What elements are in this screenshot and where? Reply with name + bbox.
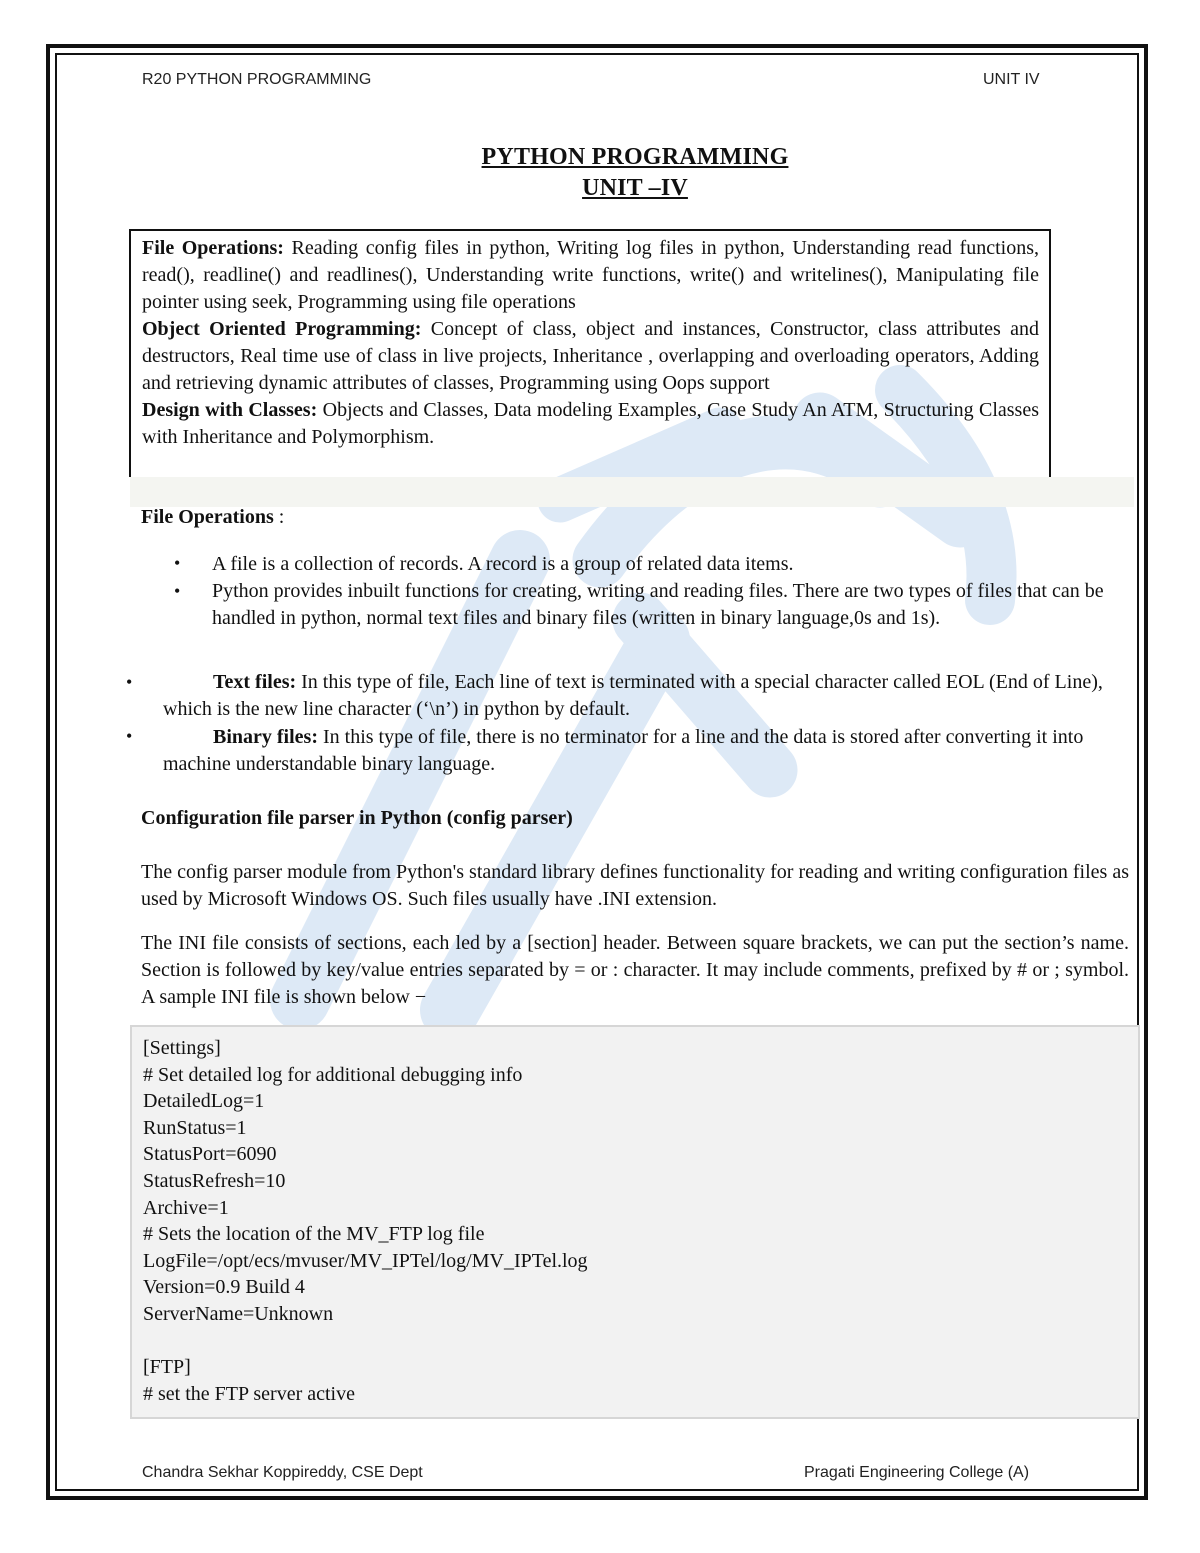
config-paragraph-2: The INI file consists of sections, each led by a [section] header. Between square brackets, we can put the section’s name. Section is followed by key/value entries separated by = or : character. It may include comments, prefixed by # or ; symbol. A sample INI file is shown below − bbox=[141, 932, 1129, 1008]
bullet-icon: • bbox=[174, 553, 181, 573]
syllabus-design-classes: Design with Classes: Objects and Classes, Data modeling Examples, Case Study An ATM, Structuring Classes with Inheritance and Polymorphism. bbox=[142, 399, 1040, 448]
code-line: LogFile=/opt/ecs/mvuser/MV_IPTel/log/MV_IPTel.log bbox=[143, 1249, 588, 1272]
code-line: StatusPort=6090 bbox=[143, 1143, 277, 1166]
config-paragraph-1: The config parser module from Python's standard library defines functionality for reading and writing configuration files as used by Microsoft Windows OS. Such files usually have .INI extension. bbox=[141, 861, 1129, 910]
code-line: StatusRefresh=10 bbox=[143, 1169, 286, 1192]
code-line: Archive=1 bbox=[143, 1196, 229, 1219]
code-line: [Settings] bbox=[143, 1037, 221, 1059]
code-line: DetailedLog=1 bbox=[143, 1090, 265, 1113]
bullet-icon: • bbox=[174, 581, 181, 601]
header-course: R20 PYTHON PROGRAMMING bbox=[142, 71, 372, 88]
footer-college: Pragati Engineering College (A) bbox=[804, 1464, 1030, 1481]
bullet-item: A file is a collection of records. A record is a group of related data items. bbox=[212, 553, 794, 575]
page-title: PYTHON PROGRAMMING bbox=[481, 144, 789, 170]
bullet-icon: • bbox=[126, 672, 133, 692]
code-line: # set the FTP server active bbox=[143, 1382, 355, 1405]
shaded-band bbox=[130, 477, 1134, 507]
code-line: [FTP] bbox=[143, 1356, 191, 1379]
bullet-icon: • bbox=[126, 726, 133, 746]
code-line: RunStatus=1 bbox=[143, 1116, 247, 1139]
ini-code-block bbox=[130, 1025, 1140, 1419]
syllabus-box bbox=[129, 229, 1051, 477]
footer-author: Chandra Sekhar Koppireddy, CSE Dept bbox=[142, 1464, 423, 1481]
code-line: # Sets the location of the MV_FTP log file bbox=[143, 1223, 485, 1246]
section-heading-file-operations: File Operations : bbox=[141, 506, 285, 528]
page-subtitle: UNIT –IV bbox=[582, 175, 688, 201]
code-line bbox=[143, 1328, 1138, 1355]
syllabus-oop: Object Oriented Programming: Concept of class, object and instances, Constructor, class attributes and destructors, Real time use of class in live projects, Inheritance , overlapping and overloading operators, Adding and retrieving dynamic attributes of classes, Programming using Oops support bbox=[142, 318, 1039, 394]
bullet-item-text-files: Text files: In this type of file, Each line of text is terminated with a special character called EOL (End of Line), which is the new line character (‘\n’) in python by default. bbox=[163, 671, 1103, 720]
header-unit: UNIT IV bbox=[983, 71, 1040, 88]
bullet-item-binary-files: Binary files: In this type of file, there is no terminator for a line and the data is stored after converting it into machine understandable binary language. bbox=[163, 726, 1084, 775]
code-line: # Set detailed log for additional debugging info bbox=[143, 1063, 523, 1086]
section-heading-config-parser: Configuration file parser in Python (config parser) bbox=[141, 807, 573, 829]
syllabus-file-operations: File Operations: Reading config files in python, Writing log files in python, Understanding read functions, read(), readline() and readlines(), Understanding write functions, write() and writelines(), Manipulating file pointer using seek, Programming using file operations bbox=[142, 237, 1039, 313]
code-line: ServerName=Unknown bbox=[143, 1302, 334, 1325]
code-line: Version=0.9 Build 4 bbox=[143, 1276, 305, 1299]
bullet-item: Python provides inbuilt functions for creating, writing and reading files. There are two types of files that can be handled in python, normal text files and binary files (written in binary language,0s and 1s). bbox=[212, 580, 1104, 629]
